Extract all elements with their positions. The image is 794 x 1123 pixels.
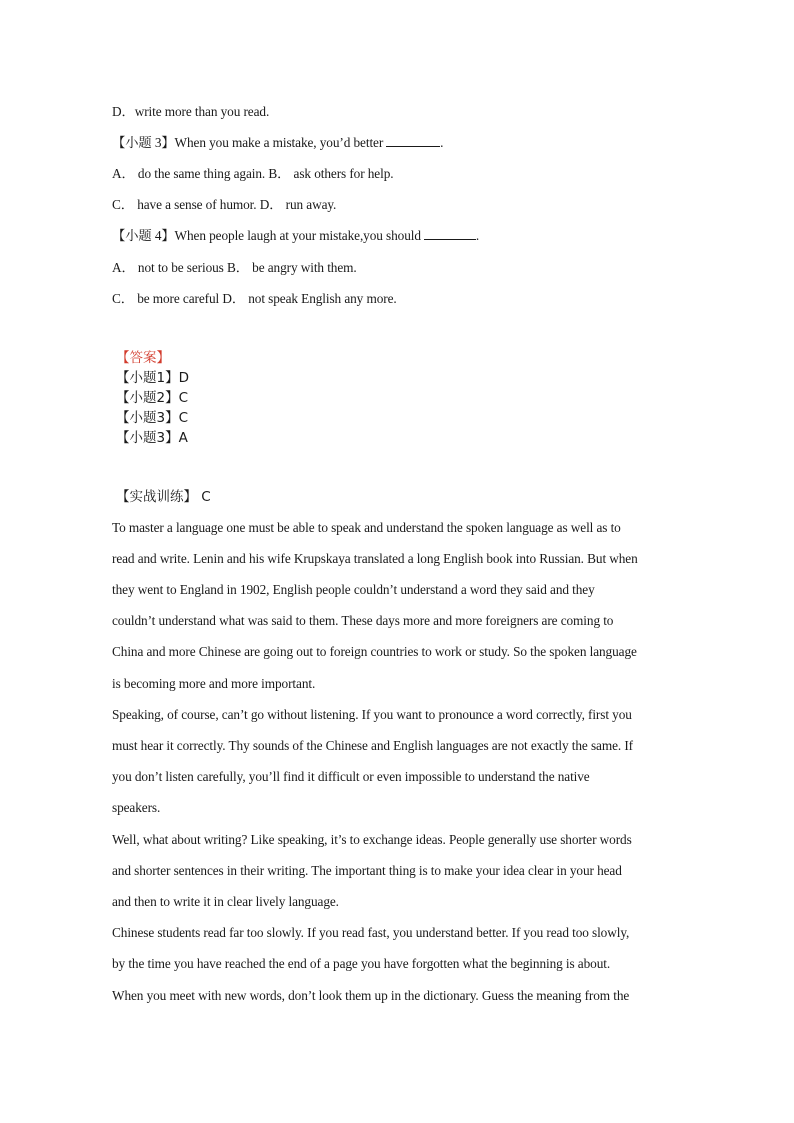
answer-heading: 【答案】 (116, 350, 170, 366)
passage-line: When you meet with new words, don’t look them up in the dictionary. Guess the meaning from the (112, 988, 630, 1003)
passage-line: and then to write it in clear lively language. (112, 894, 339, 909)
passage-line: couldn’t understand what was said to them. These days more and more foreigners are coming to (112, 613, 614, 628)
answer-item-3: 【小题3】C (116, 410, 189, 426)
passage-line: must hear it correctly. Thy sounds of the Chinese and English languages are not exactly the same. If (112, 738, 633, 753)
passage-line: and shorter sentences in their writing. The important thing is to make your idea clear in your head (112, 863, 622, 878)
passage-line: To master a language one must be able to speak and understand the spoken language as well as to (112, 520, 621, 535)
passage-line: you don’t listen carefully, you’ll find it difficult or even impossible to understand the native (112, 769, 590, 784)
passage-line: Speaking, of course, can’t go without listening. If you want to pronounce a word correctly, first you (112, 707, 632, 722)
q3-options-line2: C． have a sense of humor. D． run away. (112, 197, 337, 212)
q2-option-d: D．write more than you read. (112, 104, 270, 119)
answer-item-2: 【小题2】C (116, 390, 189, 406)
answer-item-4: 【小题3】A (116, 430, 188, 446)
q4-answer-blank (424, 228, 476, 240)
passage-line: China and more Chinese are going out to foreign countries to work or study. So the spoken language (112, 644, 637, 659)
q4-stem-text: 【小题 4】When people laugh at your mistake,you should (112, 228, 421, 243)
q3-answer-blank (386, 135, 440, 147)
passage-line: by the time you have reached the end of a page you have forgotten what the beginning is about. (112, 956, 611, 971)
passage-line: Well, what about writing? Like speaking, it’s to exchange ideas. People generally use shorter words (112, 832, 632, 847)
practice-title: 【实战训练】 C (116, 489, 211, 505)
q4-stem: 【小题 4】When people laugh at your mistake,you should . (112, 228, 480, 243)
passage-line: is becoming more and more important. (112, 676, 316, 691)
q3-stem: 【小题 3】When you make a mistake, you’d better . (112, 135, 444, 150)
q4-options-line1: A． not to be serious B． be angry with them. (112, 260, 357, 275)
passage-line: Chinese students read far too slowly. If you read fast, you understand better. If you read too slowly, (112, 925, 630, 940)
passage-line: speakers. (112, 800, 161, 815)
answer-item-1: 【小题1】D (116, 370, 189, 386)
q4-options-line2: C． be more careful D． not speak English any more. (112, 291, 397, 306)
q3-stem-text: 【小题 3】When you make a mistake, you’d better (112, 135, 384, 150)
passage-line: read and write. Lenin and his wife Krupskaya translated a long English book into Russian. But when (112, 551, 638, 566)
passage-line: they went to England in 1902, English people couldn’t understand a word they said and they (112, 582, 595, 597)
q3-options-line1: A． do the same thing again. B． ask others for help. (112, 166, 394, 181)
